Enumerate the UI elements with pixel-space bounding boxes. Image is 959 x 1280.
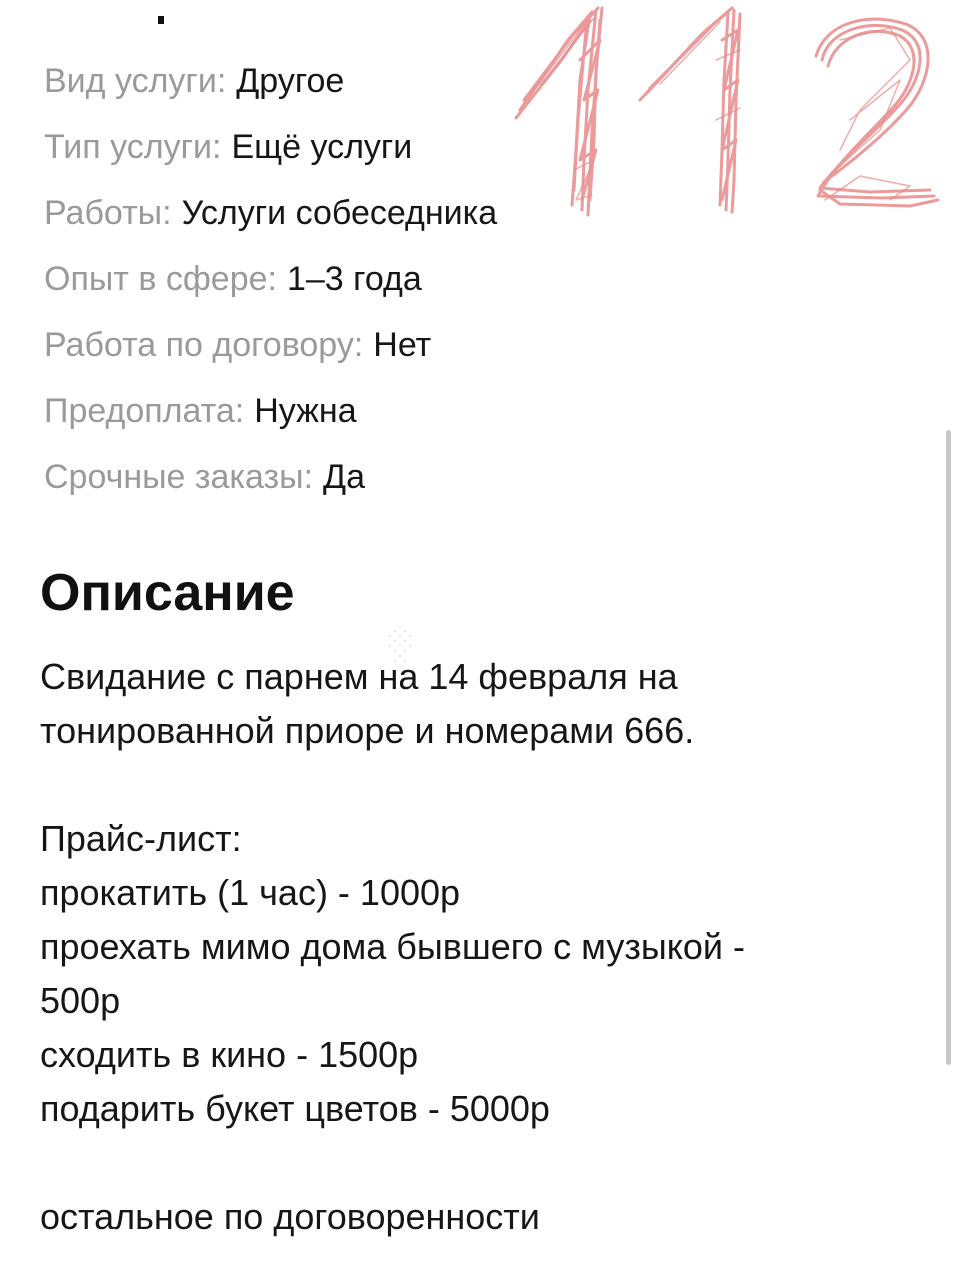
param-separator: : [303, 457, 314, 496]
param-label: Тип услуги [44, 127, 212, 166]
param-row-works [44, 180, 497, 246]
param-row-service-type [44, 114, 497, 180]
param-row-urgent-orders [44, 444, 497, 510]
param-label: Работа по договору [44, 325, 354, 364]
param-row-service-kind [44, 48, 497, 114]
price-list-header: Прайс-лист: [40, 818, 242, 859]
param-value: Другое [236, 61, 345, 100]
description-title: Описание [40, 564, 295, 622]
description-footer: остальное по договоренности [40, 1196, 540, 1237]
param-row-prepayment [44, 378, 497, 444]
param-value: Нужна [254, 391, 357, 430]
param-row-experience [44, 246, 497, 312]
param-label: Опыт в сфере [44, 259, 268, 298]
price-list-item: прокатить (1 час) - 1000р [40, 872, 461, 913]
top-dot [158, 16, 164, 24]
param-label: Срочные заказы [44, 457, 304, 496]
param-label: Работы [44, 193, 163, 232]
scrollbar[interactable] [946, 430, 951, 1065]
param-separator: : [211, 127, 222, 166]
paragraph-gap [40, 1136, 900, 1190]
param-label: Предоплата [44, 391, 235, 430]
param-value: 1–3 года [286, 259, 422, 298]
description-intro-line: тонированной приоре и номерами 666. [40, 710, 695, 751]
paragraph-gap [40, 758, 900, 812]
param-value: Нет [373, 325, 432, 364]
param-separator: : [353, 325, 364, 364]
price-list-item: подарить букет цветов - 5000р [40, 1088, 550, 1129]
param-separator: : [162, 193, 172, 232]
param-separator: : [234, 391, 245, 430]
param-separator: : [216, 61, 227, 100]
description-intro-line: Свидание с парнем на 14 февраля на [40, 656, 678, 697]
price-list-item: проехать мимо дома бывшего с музыкой - [40, 926, 745, 967]
handwritten-annotation-112 [510, 0, 950, 230]
param-separator: : [267, 259, 277, 298]
description-body [40, 650, 900, 1244]
price-list-item: сходить в кино - 1500р [40, 1034, 419, 1075]
param-value: Да [323, 457, 365, 496]
param-value: Ещё услуги [231, 127, 413, 166]
price-list-item: 500р [40, 980, 121, 1021]
param-row-contract [44, 312, 497, 378]
service-parameters [44, 48, 497, 510]
param-label: Вид услуги [44, 61, 217, 100]
param-value: Услуги собеседника [181, 193, 498, 232]
